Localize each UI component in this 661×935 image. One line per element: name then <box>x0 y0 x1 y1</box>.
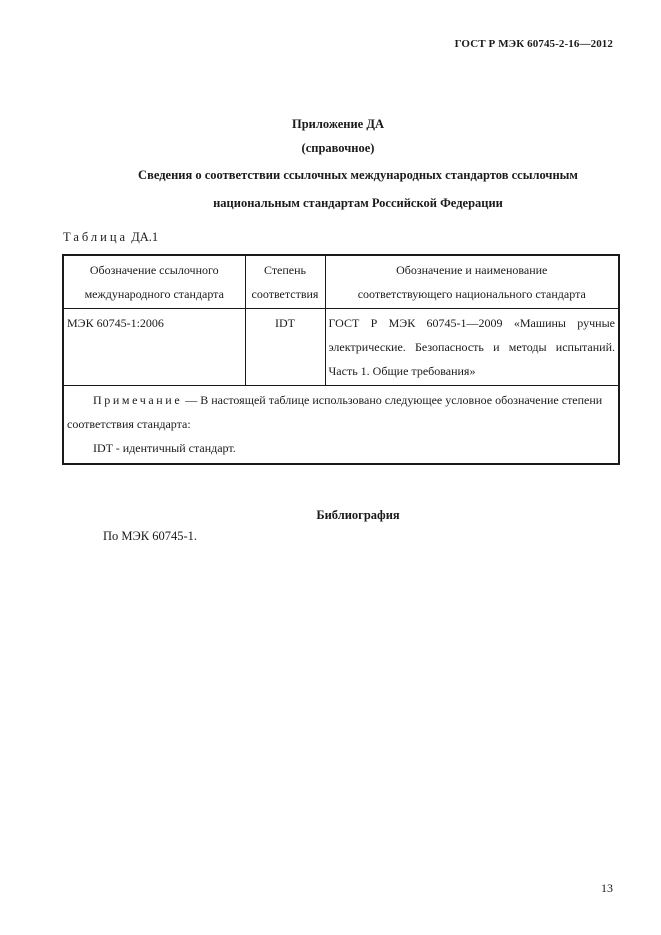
appendix-heading-line-2: национальным стандартам Российской Федерации <box>213 196 503 210</box>
note-body: — В настоящей таблице использовано следующее условное обозначение степени соответствия стандарта: <box>67 393 603 431</box>
appendix-heading <box>100 161 616 217</box>
header-international-line-1: Обозначение ссылочного <box>89 263 219 277</box>
bibliography-title: Библиография <box>316 508 400 522</box>
cell-degree: IDT <box>245 309 325 386</box>
appendix-title: Приложение ДА <box>292 117 384 131</box>
header-degree-line-1: Степень <box>263 263 307 277</box>
header-cell-national <box>325 255 619 309</box>
table-note-row <box>63 386 619 465</box>
cell-national-standard: ГОСТ Р МЭК 60745-1—2009 «Машины ручные электрические. Безопасность и методы испытаний. Часть 1. Общие требования» <box>325 309 619 386</box>
note-text <box>67 388 615 436</box>
table-caption <box>63 230 158 245</box>
page-number: 13 <box>601 881 613 895</box>
header-national-line-2: соответствующего национального стандарта <box>357 287 586 301</box>
appendix-subtitle: (справочное) <box>301 141 375 155</box>
header-national-line-1: Обозначение и наименование <box>396 263 548 277</box>
table-row <box>63 309 619 386</box>
header-degree-line-2: соответствия <box>251 287 319 301</box>
bibliography-text: По МЭК 60745-1. <box>103 529 198 543</box>
table-header-row <box>63 255 619 309</box>
header-cell-degree <box>245 255 325 309</box>
note-label: Примечание <box>93 393 183 407</box>
table-caption-word: Таблица <box>63 230 129 244</box>
note-definition: IDT - идентичный стандарт. <box>93 441 236 455</box>
appendix-heading-line-1: Сведения о соответствии ссылочных международных стандартов ссылочным <box>138 168 578 182</box>
conformity-table <box>62 254 620 465</box>
table-note <box>63 386 619 465</box>
cell-international-standard: МЭК 60745-1:2006 <box>63 309 245 386</box>
document-code: ГОСТ Р МЭК 60745-2-16—2012 <box>454 38 613 50</box>
header-cell-international <box>63 255 245 309</box>
table-caption-number: ДА.1 <box>131 230 159 244</box>
header-international-line-2: международного стандарта <box>84 287 224 301</box>
